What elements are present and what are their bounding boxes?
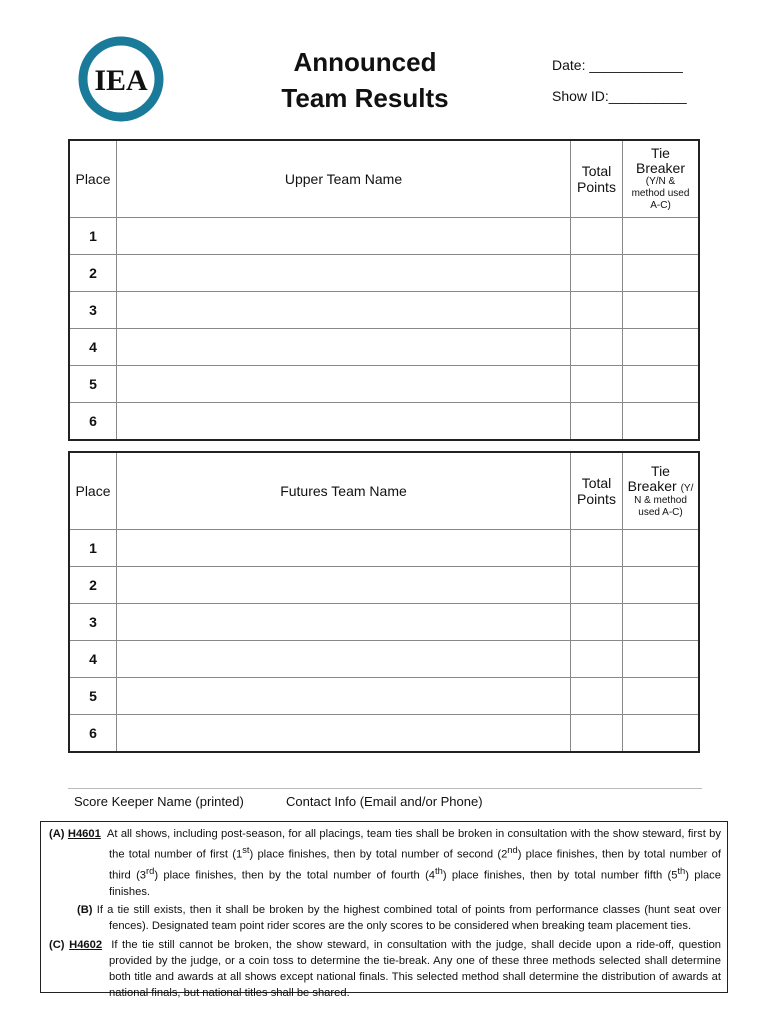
- place-header: Place: [69, 452, 117, 530]
- rule-a-text: ) place finishes, then by total number of third (3: [109, 848, 721, 882]
- title-line-2: Team Results: [281, 83, 449, 113]
- place-number: 2: [69, 255, 117, 292]
- table-row: [69, 403, 699, 441]
- rule-a-text: ) place finishes, then by total number fifth (5: [442, 869, 678, 882]
- table-row: [69, 530, 699, 567]
- ordinal-suffix: nd: [507, 845, 518, 856]
- tie-note-3: A-C): [650, 200, 671, 211]
- total-points-header: [571, 140, 623, 218]
- place-number: 3: [69, 292, 117, 329]
- breaker-label: Breaker: [627, 477, 677, 494]
- team-name-cell[interactable]: [117, 715, 571, 753]
- points-label: Points: [577, 491, 616, 507]
- total-points-cell[interactable]: [571, 292, 623, 329]
- tie-breaker-cell[interactable]: [623, 641, 700, 678]
- tie-breaker-cell[interactable]: [623, 678, 700, 715]
- ordinal-suffix: rd: [146, 866, 155, 877]
- tie-label: Tie: [651, 462, 670, 479]
- futures-team-name-header: Futures Team Name: [117, 452, 571, 530]
- rule-c-label: (C): [49, 938, 65, 951]
- table-row: [69, 366, 699, 403]
- ordinal-suffix: th: [435, 866, 443, 877]
- team-name-cell[interactable]: [117, 678, 571, 715]
- place-number: 3: [69, 604, 117, 641]
- table-row: [69, 678, 699, 715]
- tie-note-2: method used: [631, 188, 690, 199]
- tie-note-1: N & method: [634, 494, 687, 506]
- team-name-cell[interactable]: [117, 292, 571, 329]
- signature-line[interactable]: [68, 788, 702, 789]
- tie-note-inline: (Y/: [680, 482, 694, 494]
- team-name-cell[interactable]: [117, 403, 571, 441]
- team-name-cell[interactable]: [117, 530, 571, 567]
- table-row: [69, 715, 699, 753]
- futures-team-table: [68, 451, 700, 753]
- team-name-cell[interactable]: [117, 366, 571, 403]
- place-number: 4: [69, 329, 117, 366]
- team-name-cell[interactable]: [117, 218, 571, 255]
- place-number: 1: [69, 530, 117, 567]
- tie-breaker-cell[interactable]: [623, 567, 700, 604]
- rule-c: [49, 937, 721, 1002]
- rule-c-text: If the tie still cannot be broken, the show steward, in consultation with the judge, shall decide upon a ride-off, question provided by the judge, or a coin toss to determine the tie-break. Any one of these three methods selected shall determine both title and awards at all shows except national finals. This selected method shall determine the distribution of awards at national finals, but national titles shall be shared.: [109, 938, 722, 1000]
- table-header-row: [69, 452, 699, 530]
- tie-breaker-cell[interactable]: [623, 255, 700, 292]
- place-header: Place: [69, 140, 117, 218]
- total-points-cell[interactable]: [571, 366, 623, 403]
- tie-breaker-cell[interactable]: [623, 366, 700, 403]
- tie-break-rules-box: [40, 821, 728, 1000]
- team-name-cell[interactable]: [117, 604, 571, 641]
- team-name-cell[interactable]: [117, 641, 571, 678]
- date-field[interactable]: Date: ____________: [552, 57, 683, 73]
- breaker-label: Breaker: [635, 160, 686, 176]
- scorekeeper-label: Score Keeper Name (printed): [74, 794, 244, 809]
- place-number: 6: [69, 715, 117, 753]
- place-number: 5: [69, 678, 117, 715]
- total-points-cell[interactable]: [571, 403, 623, 441]
- total-points-cell[interactable]: [571, 641, 623, 678]
- total-label: Total: [581, 163, 612, 179]
- rule-a-text: ) place finishes, then by total number of second (2: [249, 848, 508, 861]
- place-number: 1: [69, 218, 117, 255]
- table-row: [69, 292, 699, 329]
- tie-note-2: used A-C): [638, 506, 683, 518]
- tie-breaker-cell[interactable]: [623, 403, 700, 441]
- breaker-label-line: [623, 479, 698, 495]
- rule-a-code: H4601: [67, 828, 101, 840]
- table-row: [69, 604, 699, 641]
- tie-breaker-cell[interactable]: [623, 329, 700, 366]
- rule-a-text: ) place finishes, then by the total number of fourth (4: [154, 869, 436, 882]
- total-points-cell[interactable]: [571, 329, 623, 366]
- place-number: 4: [69, 641, 117, 678]
- tie-label: Tie: [651, 145, 670, 161]
- place-number: 5: [69, 366, 117, 403]
- rule-b-label: (B): [77, 904, 93, 917]
- tie-breaker-header: [623, 140, 700, 218]
- upper-team-name-header: Upper Team Name: [117, 140, 571, 218]
- team-name-cell[interactable]: [117, 567, 571, 604]
- tie-breaker-header: [623, 452, 700, 530]
- place-number: 6: [69, 403, 117, 441]
- rule-a-text: ) place finishes.: [109, 869, 721, 899]
- place-number: 2: [69, 567, 117, 604]
- total-points-cell[interactable]: [571, 678, 623, 715]
- table-header-row: [69, 140, 699, 218]
- table-row: [69, 255, 699, 292]
- rule-b: [49, 902, 721, 934]
- rule-c-code: H4602: [69, 938, 103, 951]
- table-row: [69, 641, 699, 678]
- total-points-cell[interactable]: [571, 218, 623, 255]
- tie-breaker-cell[interactable]: [623, 292, 700, 329]
- team-name-cell[interactable]: [117, 255, 571, 292]
- ordinal-suffix: th: [677, 866, 686, 877]
- tie-note-1: (Y/N &: [645, 176, 676, 187]
- upper-team-table: [68, 139, 700, 441]
- rule-a-text: At all shows, including post-season, for all placings, team ties shall be broken in consultation with the show steward, first by the total number of first (1: [106, 828, 721, 861]
- show-id-field[interactable]: Show ID:__________: [552, 88, 687, 104]
- total-points-cell[interactable]: [571, 567, 623, 604]
- contact-info-label: Contact Info (Email and/or Phone): [286, 794, 483, 809]
- rule-a: [49, 826, 721, 900]
- title-line-1: Announced: [293, 47, 437, 77]
- total-points-cell[interactable]: [571, 715, 623, 753]
- page-title: [260, 44, 470, 116]
- rule-b-text: If a tie still exists, then it shall be broken by the highest combined total of points from performance classes (hunt seat over fences). Designated team point rider scores are the only scores to be considered when breaking team placement ties.: [96, 904, 722, 933]
- ordinal-suffix: st: [242, 845, 250, 856]
- points-label: Points: [577, 179, 616, 195]
- table-row: [69, 218, 699, 255]
- table-row: [69, 329, 699, 366]
- total-points-cell[interactable]: [571, 530, 623, 567]
- total-points-cell[interactable]: [571, 255, 623, 292]
- tie-breaker-cell[interactable]: [623, 530, 700, 567]
- tie-breaker-cell[interactable]: [623, 604, 700, 641]
- rule-a-label: (A): [49, 828, 65, 840]
- table-row: [69, 567, 699, 604]
- iea-logo: [78, 36, 164, 122]
- team-name-cell[interactable]: [117, 329, 571, 366]
- total-points-header: [571, 452, 623, 530]
- tie-breaker-cell[interactable]: [623, 218, 700, 255]
- tie-breaker-cell[interactable]: [623, 715, 700, 753]
- logo-text: IEA: [94, 64, 148, 97]
- total-points-cell[interactable]: [571, 604, 623, 641]
- total-label: Total: [581, 475, 612, 491]
